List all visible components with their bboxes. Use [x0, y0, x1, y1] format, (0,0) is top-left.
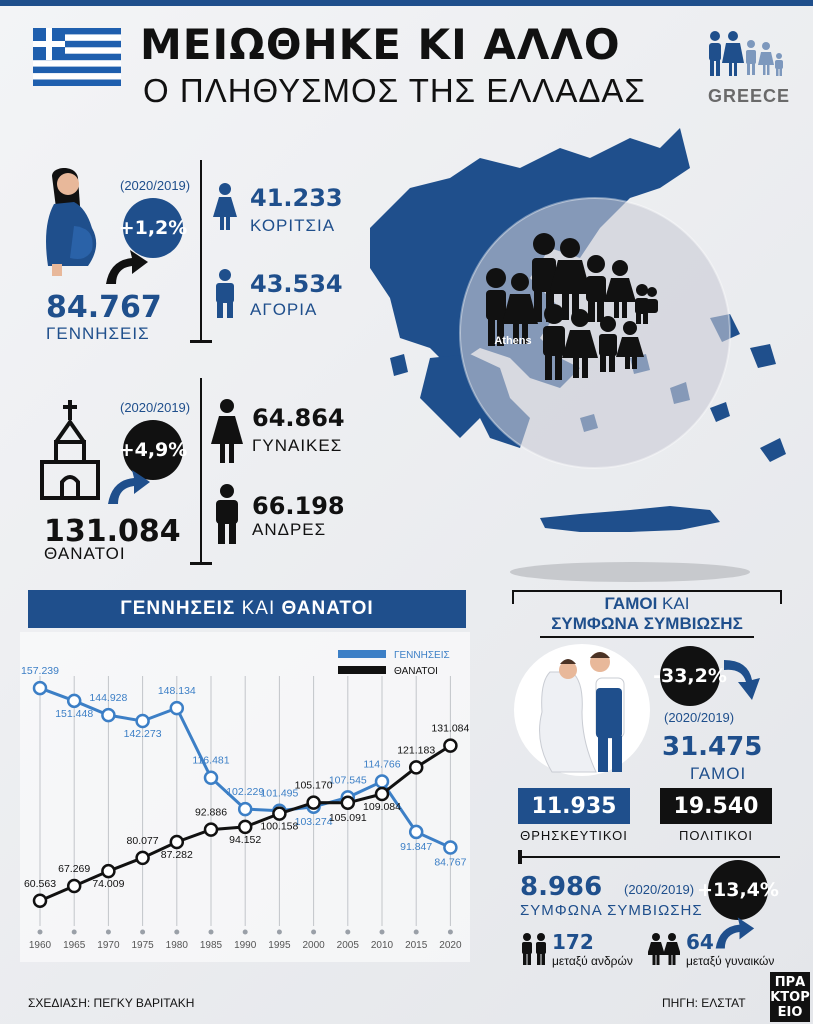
births-point — [205, 772, 217, 784]
chart-x-tick-dot — [243, 930, 248, 935]
chart-x-tick-dot — [209, 930, 214, 935]
deaths-point — [376, 788, 388, 800]
chart-x-tick-label: 1975 — [131, 940, 154, 951]
deaths-point — [137, 852, 149, 864]
births-data-label: 84.767 — [434, 856, 467, 869]
births-data-label: 102.229 — [226, 786, 265, 799]
births-label: ΓΕΝΝΗΣΕΙΣ — [46, 324, 150, 343]
deaths-data-label: 87.282 — [160, 848, 193, 861]
births-point — [137, 715, 149, 727]
chart-x-tick-label: 2010 — [370, 940, 394, 951]
deaths-point — [171, 836, 183, 848]
marriages-change-badge: -33,2% — [660, 646, 720, 706]
partnerships-label: ΣΥΜΦΩΝΑ ΣΥΜΒΙΩΣΗΣ — [520, 902, 703, 919]
deaths-data-label: 67.269 — [58, 863, 91, 876]
chart-x-tick-dot — [345, 930, 350, 935]
deaths-divider — [200, 378, 202, 564]
deaths-data-label: 105.091 — [328, 811, 367, 824]
chart-banner: ΓΕΝΝΗΣΕΙΣ ΚΑΙ ΘΑΝΑΤΟΙ — [28, 590, 466, 628]
deaths-point — [444, 740, 456, 752]
chart-x-tick-label: 1990 — [234, 940, 257, 951]
girls-label: ΚΟΡΙΤΣΙΑ — [250, 216, 336, 235]
partnerships-women-label: μεταξύ γυναικών — [686, 954, 775, 968]
deaths-divider-foot — [190, 562, 212, 565]
deaths-label: ΘΑΝΑΤΟΙ — [44, 544, 126, 563]
births-divider — [200, 160, 202, 342]
chart-x-tick-label: 1980 — [165, 940, 188, 951]
chart-legend-label: ΘΑΝΑΤΟΙ — [394, 666, 438, 677]
deaths-data-label: 105.170 — [294, 779, 333, 792]
partnership-divider — [518, 856, 780, 858]
partnerships-women-value: 64 — [686, 930, 714, 954]
chart-legend-label: ΓΕΝΝΗΣΕΙΣ — [394, 650, 450, 661]
religious-marriages-value: 11.935 — [518, 788, 630, 824]
deaths-data-label: 60.563 — [23, 877, 57, 890]
deaths-data-label: 109.084 — [363, 801, 401, 814]
births-point — [444, 842, 456, 854]
deaths-point — [205, 824, 217, 836]
chart-x-tick-dot — [277, 930, 282, 935]
chart-x-tick-label: 1960 — [28, 940, 52, 951]
partnerships-men-value: 172 — [552, 930, 594, 954]
deaths-data-label: 92.886 — [194, 806, 228, 819]
religious-marriages-label: ΘΡΗΣΚΕΥΤΙΚΟΙ — [520, 828, 628, 843]
woman-icon — [210, 398, 244, 464]
two-men-icon — [520, 932, 548, 966]
births-data-label: 116.481 — [192, 754, 230, 767]
women-label: ΓΥΝΑΙΚΕΣ — [252, 436, 343, 455]
marriage-bracket-top — [512, 590, 782, 592]
men-value: 66.198 — [252, 492, 345, 520]
partnerships-men-label: μεταξύ ανδρών — [552, 954, 633, 968]
births-period: (2020/2019) — [120, 178, 191, 193]
deaths-data-label: 121.183 — [397, 744, 436, 757]
chart-legend-swatch — [338, 666, 386, 674]
marriages-period: (2020/2019) — [664, 710, 735, 725]
births-data-label: 107.545 — [328, 774, 367, 787]
map-city-label: Athens — [494, 335, 532, 347]
deaths-point — [308, 797, 320, 809]
chart-x-tick-dot — [448, 930, 453, 935]
births-data-label: 101.495 — [260, 787, 299, 800]
deaths-point — [68, 880, 80, 892]
chart-x-tick-label: 1995 — [268, 940, 291, 951]
births-point — [34, 682, 46, 694]
chart-x-tick-label: 1985 — [199, 940, 223, 951]
chart-x-tick-label: 2000 — [302, 940, 325, 951]
chart-x-tick-label: 1970 — [97, 940, 120, 951]
births-data-label: 148.134 — [157, 685, 196, 698]
chart-x-tick-label: 2020 — [439, 940, 462, 951]
two-women-icon — [648, 932, 680, 966]
chart-x-tick-dot — [174, 930, 179, 935]
births-data-label: 114.766 — [363, 758, 401, 771]
marriage-banner-line2: ΣΥΜΦΩΝΑ ΣΥΜΒΙΩΣΗΣ — [551, 614, 743, 633]
men-label: ΑΝΔΡΕΣ — [252, 520, 327, 539]
chart-x-tick-dot — [414, 930, 419, 935]
top-accent-bar — [0, 0, 813, 6]
curved-arrow-down-icon — [720, 656, 768, 702]
deaths-point — [273, 808, 285, 820]
greek-flag-icon — [33, 28, 121, 86]
deaths-change-badge: +4,9% — [123, 420, 183, 480]
births-data-label: 144.928 — [89, 692, 128, 705]
page-title: ΜΕΙΩΘΗΚΕ ΚΙ ΑΛΛΟ — [140, 20, 621, 69]
greece-map — [330, 118, 810, 588]
chart-x-tick-label: 1965 — [63, 940, 86, 951]
country-label: GREECE — [708, 86, 791, 106]
partnerships-total: 8.986 — [520, 872, 603, 902]
births-point — [171, 702, 183, 714]
deaths-point — [410, 761, 422, 773]
chart-x-tick-dot — [380, 930, 385, 935]
footer-source: ΠΗΓΗ: ΕΛΣΤΑΤ — [662, 996, 746, 1010]
births-deaths-chart — [20, 632, 470, 962]
girls-value: 41.233 — [250, 184, 343, 212]
marriages-label: ΓΑΜΟΙ — [690, 764, 747, 783]
births-point — [102, 709, 114, 721]
chart-x-tick-label: 2015 — [405, 940, 428, 951]
boys-value: 43.534 — [250, 270, 343, 298]
marriages-total: 31.475 — [662, 732, 763, 762]
births-change-badge: +1,2% — [123, 198, 183, 258]
deaths-data-label: 74.009 — [92, 878, 125, 891]
deaths-data-label: 131.084 — [431, 722, 470, 735]
boy-icon — [212, 268, 238, 320]
births-data-label: 103.274 — [294, 815, 333, 828]
births-data-label: 91.847 — [400, 840, 433, 853]
church-icon — [38, 398, 102, 502]
chart-x-tick-dot — [72, 930, 77, 935]
births-total: 84.767 — [46, 290, 162, 325]
births-point — [68, 695, 80, 707]
women-value: 64.864 — [252, 404, 345, 432]
girl-icon — [212, 182, 238, 232]
page-subtitle: Ο ΠΛΗΘΥΣΜΟΣ ΤΗΣ ΕΛΛΑΔΑΣ — [143, 72, 646, 109]
marriage-banner-underline — [540, 636, 754, 638]
deaths-point — [34, 895, 46, 907]
partnerships-period: (2020/2019) — [624, 882, 695, 897]
marriage-banner-line1: ΓΑΜΟΙ ΚΑΙ — [604, 594, 690, 613]
deaths-total: 131.084 — [44, 514, 181, 549]
deaths-data-label: 80.077 — [126, 834, 159, 847]
curved-arrow-icon — [102, 246, 150, 286]
civil-marriages-value: 19.540 — [660, 788, 772, 824]
man-icon — [212, 484, 242, 546]
partnerships-change-badge: +13,4% — [708, 860, 768, 920]
deaths-point — [102, 865, 114, 877]
births-point — [410, 826, 422, 838]
deaths-point — [342, 797, 354, 809]
births-point — [376, 776, 388, 788]
family-icon — [705, 30, 787, 78]
chart-x-tick-dot — [38, 930, 43, 935]
pregnant-woman-icon — [34, 166, 106, 278]
chart-legend-swatch — [338, 650, 386, 658]
chart-x-tick-dot — [140, 930, 145, 935]
curved-arrow-icon — [712, 912, 756, 952]
deaths-data-label: 94.152 — [229, 833, 262, 846]
births-data-label: 151.448 — [55, 707, 94, 720]
deaths-point — [239, 821, 251, 833]
footer-design-credit: ΣΧΕΔΙΑΣΗ: ΠΕΓΚΥ ΒΑΡΙΤΑΚΗ — [28, 996, 195, 1010]
births-data-label: 142.273 — [123, 727, 162, 740]
deaths-data-label: 100.158 — [260, 820, 299, 833]
chart-x-tick-dot — [106, 930, 111, 935]
births-divider-foot — [190, 340, 212, 343]
births-point — [239, 803, 251, 815]
chart-x-tick-dot — [311, 930, 316, 935]
chart-x-tick-label: 2005 — [336, 940, 359, 951]
curved-arrow-icon — [104, 466, 152, 506]
wedding-couple-icon — [512, 642, 652, 778]
praktoreio-logo: ΠΡΑ ΚΤΟΡ ΕΙΟ — [770, 972, 810, 1022]
boys-label: ΑΓΟΡΙΑ — [250, 300, 318, 319]
civil-marriages-label: ΠΟΛΙΤΙΚΟΙ — [678, 828, 754, 843]
deaths-period: (2020/2019) — [120, 400, 191, 415]
births-data-label: 157.239 — [21, 665, 59, 678]
